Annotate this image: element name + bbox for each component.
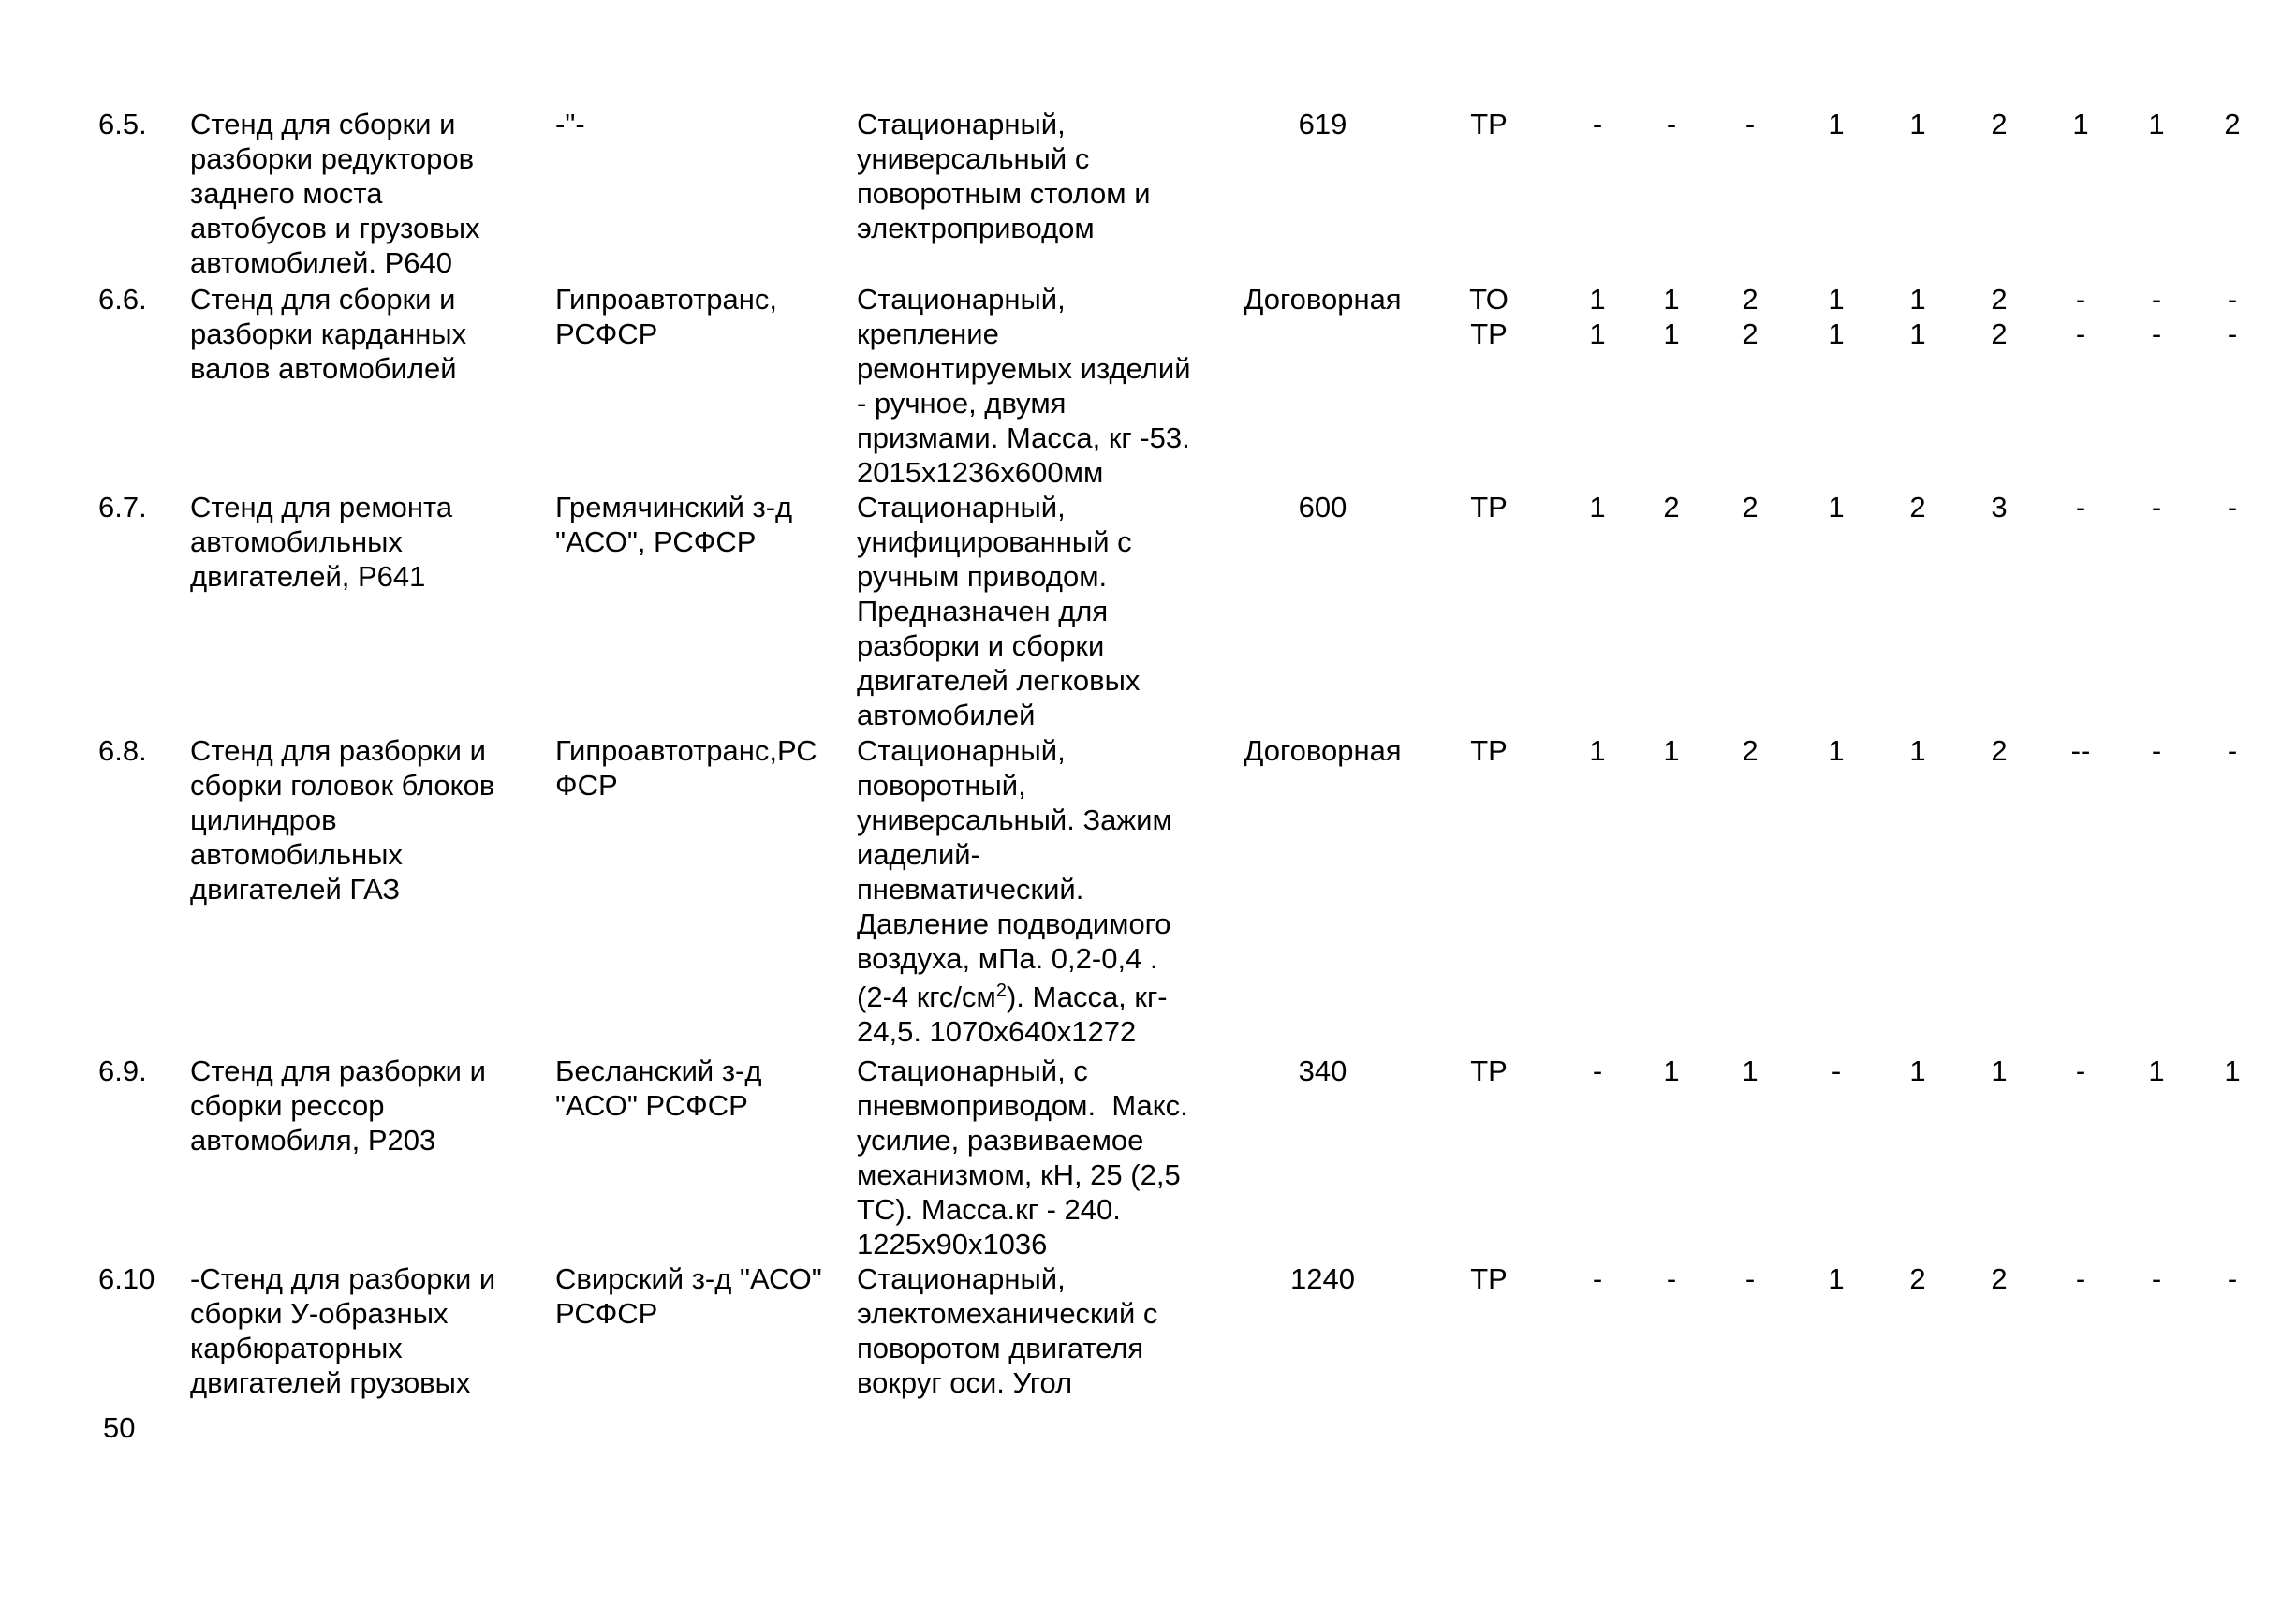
table-row <box>98 282 2271 490</box>
equipment-name: Стенд для разборки и сборки головок блоков цилиндров автомобильных двигателей ГАЗ <box>190 734 495 906</box>
maintenance-type: ТР <box>1470 1054 1508 1087</box>
manufacturer: Гипроавтотранс,РС ФСР <box>555 734 817 802</box>
description: Стационарный, поворотный, универсальный. Зажим иаделий- пневматический. Давление подводимого воздуха, мПа. 0,2-0,4 . (2-4 кгс/$см^2$). Масса, кг- 24,5. 1070x640x1272 <box>857 734 1172 1048</box>
quantity-cell: - <box>2075 1054 2086 1087</box>
manufacturer: Гремячинский з-д "АСО", РСФСР <box>555 491 793 558</box>
quantity-cell: - <box>1744 1262 1756 1295</box>
quantity-cell: 1 <box>1909 1054 1926 1087</box>
quantity-cell: 1 <box>2148 108 2165 140</box>
quantity-cell: - <box>1592 1262 1603 1295</box>
table-row <box>98 1054 2271 1261</box>
description: Стационарный, крепление ремонтируемых изделий - ручное, двумя призмами. Масса, кг -53. 2015x1236x600мм <box>857 283 1191 489</box>
row-number: 6.7. <box>98 491 147 523</box>
table-row <box>98 733 2271 1054</box>
maintenance-type: ТР <box>1470 108 1508 140</box>
quantity-cell: - <box>2075 491 2086 523</box>
quantity-cell: 2 <box>1991 108 2008 140</box>
quantity-cell: - <box>1666 108 1677 140</box>
description: Стационарный, с пневмоприводом. Макс. усилие, развиваемое механизмом, кН, 25 (2,5 ТС). Масса.кг - 240. 1225x90x1036 <box>857 1054 1188 1261</box>
quantity-cell: 2 <box>1742 491 1759 523</box>
quantity-cell: 2 <box>1663 491 1680 523</box>
quantity-cell: 1 <box>1828 1262 1845 1295</box>
price: 1240 <box>1290 1262 1355 1295</box>
price: 619 <box>1298 108 1347 140</box>
description: Стационарный, унифицированный с ручным приводом. Предназначен для разборки и сборки двигателей легковых автомобилей <box>857 491 1141 731</box>
quantity-cell: - <box>1744 108 1756 140</box>
quantity-cell: - <box>2227 491 2238 523</box>
manufacturer: Свирский з-д "АСО" РСФСР <box>555 1262 822 1330</box>
quantity-cell: - <box>1666 1262 1677 1295</box>
price: 340 <box>1298 1054 1347 1087</box>
quantity-cell: 1 <box>1828 491 1845 523</box>
quantity-cell: - <box>2151 1262 2162 1295</box>
quantity-cell: - <box>1592 1054 1603 1087</box>
page-number: 50 <box>103 1411 136 1444</box>
price: Договорная <box>1244 734 1402 767</box>
quantity-cell: - <box>2151 734 2162 767</box>
manufacturer: -"- <box>555 108 585 140</box>
quantity-cell: - <box>2075 1262 2086 1295</box>
price: 600 <box>1298 491 1347 523</box>
equipment-table <box>98 107 2271 1411</box>
maintenance-type: ТО ТР <box>1469 283 1509 350</box>
quantity-cell: 1 <box>1663 734 1680 767</box>
quantity-cell: 1 <box>1909 108 1926 140</box>
table-row <box>98 107 2271 282</box>
quantity-cell: 1 <box>1589 734 1606 767</box>
quantity-cell: 1 <box>2148 1054 2165 1087</box>
equipment-name: Стенд для разборки и сборки рессор автомобиля, Р203 <box>190 1054 486 1157</box>
quantity-cell: - <box>2151 491 2162 523</box>
description: Стационарный, универсальный с поворотным столом и электроприводом <box>857 108 1151 244</box>
quantity-cell: - <box>1592 108 1603 140</box>
quantity-cell: - - <box>2151 283 2162 350</box>
equipment-name: -Стенд для разборки и сборки У-образных карбюраторных двигателей грузовых <box>190 1262 496 1399</box>
quantity-cell: 1 1 <box>1828 283 1845 350</box>
table-row <box>98 1261 2271 1411</box>
maintenance-type: ТР <box>1470 1262 1508 1295</box>
equipment-name: Стенд для ремонта автомобильных двигателей, Р641 <box>190 491 453 593</box>
quantity-cell: 1 <box>1589 491 1606 523</box>
equipment-name: Стенд для сборки и разборки карданных валов автомобилей <box>190 283 467 385</box>
quantity-cell: - <box>2227 734 2238 767</box>
quantity-cell: 2 <box>1742 734 1759 767</box>
manufacturer: Бесланский з-д "АСО" РСФСР <box>555 1054 762 1122</box>
row-number: 6.8. <box>98 734 147 767</box>
row-number: 6.9. <box>98 1054 147 1087</box>
quantity-cell: - <box>1831 1054 1842 1087</box>
quantity-cell: -- <box>2070 734 2091 767</box>
quantity-cell: 1 <box>2224 1054 2241 1087</box>
quantity-cell: 1 1 <box>1589 283 1606 350</box>
quantity-cell: - - <box>2227 283 2238 350</box>
description: Стационарный, электомеханический с поворотом двигателя вокруг оси. Угол <box>857 1262 1158 1399</box>
quantity-cell: 2 <box>1991 734 2008 767</box>
quantity-cell: 2 <box>2224 108 2241 140</box>
quantity-cell: 1 <box>1828 108 1845 140</box>
row-number: 6.6. <box>98 283 147 316</box>
table-row <box>98 490 2271 733</box>
quantity-cell: 1 1 <box>1909 283 1926 350</box>
quantity-cell: 3 <box>1991 491 2008 523</box>
quantity-cell: 2 2 <box>1991 283 2008 350</box>
price: Договорная <box>1244 283 1402 316</box>
quantity-cell: 2 <box>1909 491 1926 523</box>
quantity-cell: 2 <box>1909 1262 1926 1295</box>
quantity-cell: 1 <box>1909 734 1926 767</box>
quantity-cell: - <box>2227 1262 2238 1295</box>
quantity-cell: - - <box>2075 283 2086 350</box>
row-number: 6.10 <box>98 1262 155 1295</box>
quantity-cell: 2 2 <box>1742 283 1759 350</box>
quantity-cell: 1 <box>1663 1054 1680 1087</box>
quantity-cell: 1 1 <box>1663 283 1680 350</box>
maintenance-type: ТР <box>1470 734 1508 767</box>
manufacturer: Гипроавтотранс, РСФСР <box>555 283 777 350</box>
maintenance-type: ТР <box>1470 491 1508 523</box>
quantity-cell: 1 <box>2072 108 2089 140</box>
quantity-cell: 1 <box>1742 1054 1759 1087</box>
row-number: 6.5. <box>98 108 147 140</box>
quantity-cell: 1 <box>1991 1054 2008 1087</box>
quantity-cell: 2 <box>1991 1262 2008 1295</box>
equipment-name: Стенд для сборки и разборки редукторов заднего моста автобусов и грузовых автомобилей. Р640 <box>190 108 480 279</box>
quantity-cell: 1 <box>1828 734 1845 767</box>
